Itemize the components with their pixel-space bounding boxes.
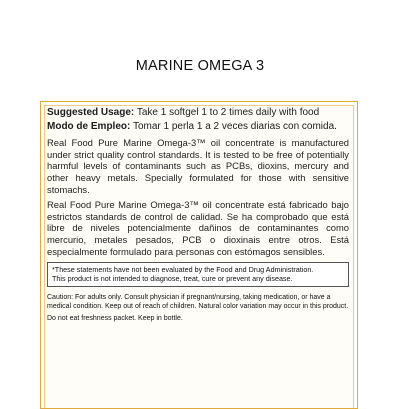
label-panel xyxy=(40,101,358,409)
caution-text: Caution: For adults only. Consult physician if pregnant/nursing, taking medication, or have a medical condition. Keep out of reach of children. Natural color variation may occur in this product. xyxy=(47,293,349,310)
fda-statement-line-1: *These statements have not been evaluated by the Food and Drug Administration. xyxy=(52,264,314,274)
fda-statement-line-2: This product is not intended to diagnose, treat, cure or prevent any disease. xyxy=(52,274,293,284)
freshness-note: Do not eat freshness packet. Keep in bottle. xyxy=(47,315,183,322)
description-spanish: Real Food Pure Marine Omega-3™ oil concentrate está fabricado bajo estrictos standards de control de calidad. Se ha comprobado que está libre de niveles potencialmente dañinos de contaminantes como mercurio, metales pesados, PCB o dioxinais entre otros. Está especialmente formulado para personas con estómagos sensibles. xyxy=(47,198,349,257)
product-title: MARINE OMEGA 3 xyxy=(135,58,265,74)
label-content xyxy=(47,107,349,323)
modo-de-empleo-label: Modo de Empleo: xyxy=(47,121,131,133)
suggested-usage-text: Take 1 softgel 1 to 2 times daily with food xyxy=(134,107,320,118)
modo-de-empleo-line xyxy=(47,121,349,133)
fda-statement-box xyxy=(47,262,349,287)
description-english: Real Food Pure Marine Omega-3™ oil concentrate is manufactured under strict quality control standards. It is tested to be free of potentially harmful levels of contaminants such as PCBs, dioxins, mercury and other heavy metals. Specially formulated for those with sensitive stomachs. xyxy=(47,136,349,195)
suggested-usage-label: Suggested Usage: xyxy=(47,107,135,118)
modo-de-empleo-text: Tomar 1 perla 1 a 2 veces diarias con comida. xyxy=(130,121,337,133)
suggested-usage-line xyxy=(47,107,349,119)
